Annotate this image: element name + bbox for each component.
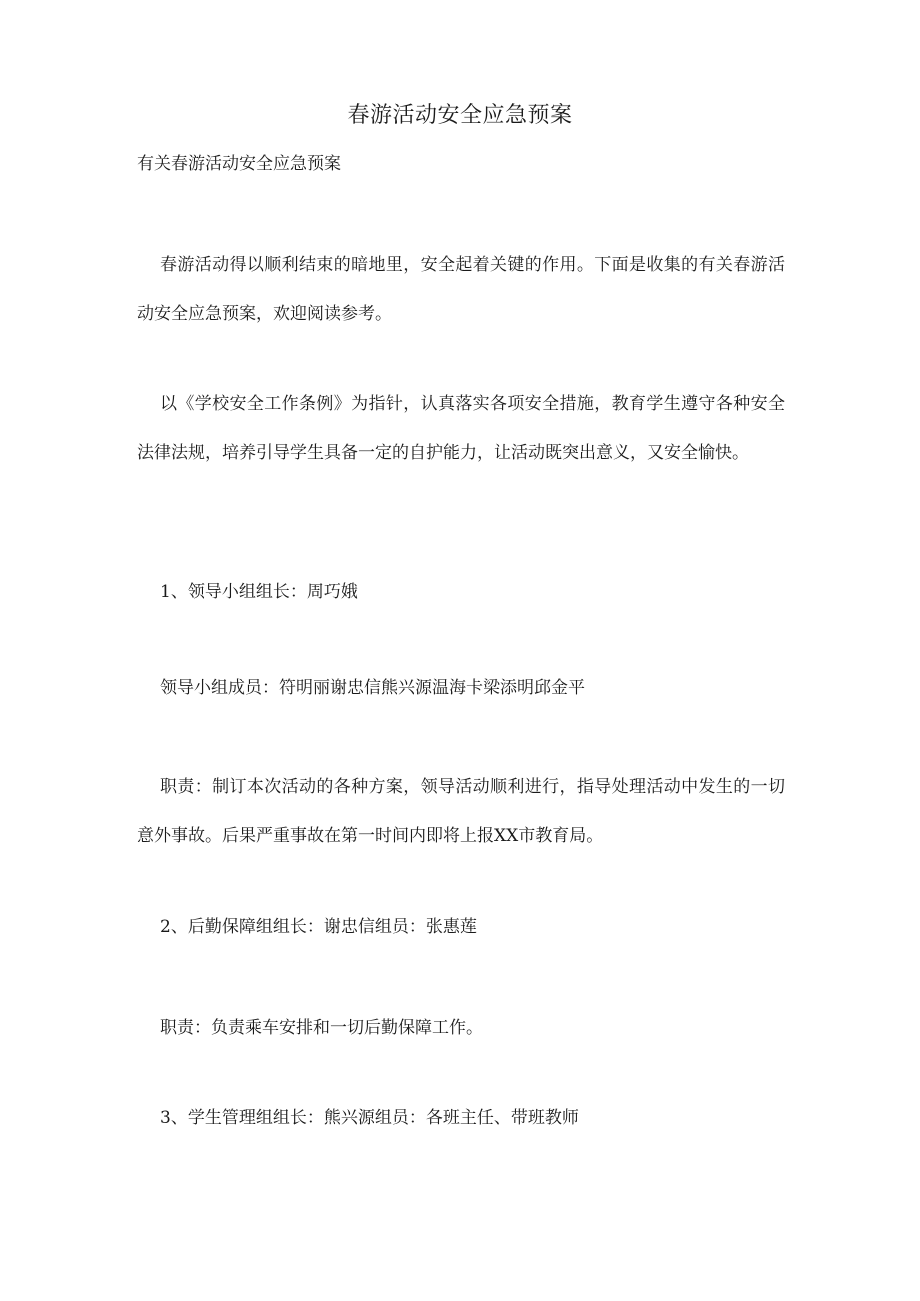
paragraph-duties-leadership: 职责：制订本次活动的各种方案，领导活动顺利进行，指导处理活动中发生的一切意外事故。后果严重事故在第一时间内即将上报XX市教育局。: [137, 777, 785, 846]
document-title: 春游活动安全应急预案: [347, 103, 573, 128]
paragraph-duties-logistics: 职责：负责乘车安排和一切后勤保障工作。: [160, 1018, 483, 1038]
paragraph-student-management-group: 3、学生管理组组长：熊兴源组员：各班主任、带班教师: [160, 1108, 579, 1128]
paragraph-members: 领导小组成员：符明丽谢忠信熊兴源温海卡梁添明邱金平: [160, 678, 585, 698]
paragraph-leader: 1、领导小组组长：周巧娥: [160, 582, 358, 602]
document-subtitle: 有关春游活动安全应急预案: [137, 154, 341, 174]
paragraph-guideline: 以《学校安全工作条例》为指针，认真落实各项安全措施，教育学生遵守各种安全法律法规，培养引导学生具备一定的自护能力，让活动既突出意义，又安全愉快。: [137, 394, 785, 463]
paragraph-intro: 春游活动得以顺利结束的暗地里，安全起着关键的作用。下面是收集的有关春游活动安全应急预案，欢迎阅读参考。: [137, 255, 785, 324]
paragraph-logistics-group: 2、后勤保障组组长：谢忠信组员：张惠莲: [160, 917, 477, 937]
